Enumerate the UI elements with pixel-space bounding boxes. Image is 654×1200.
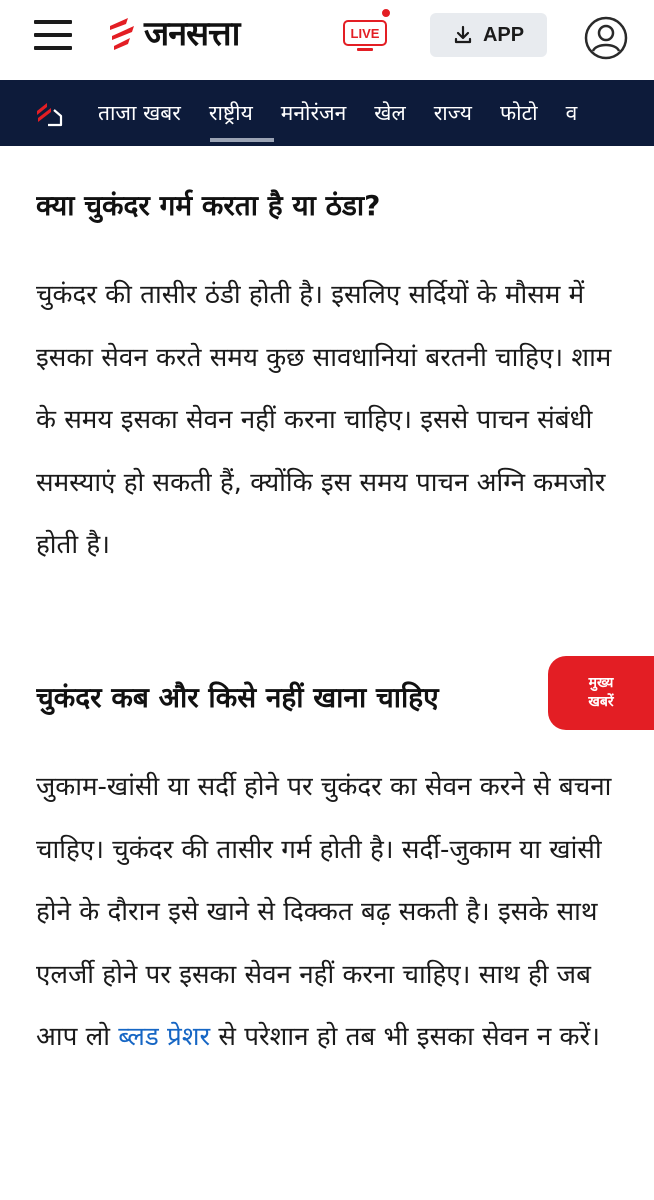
logo-mark-icon <box>106 14 140 54</box>
site-header <box>0 0 654 80</box>
live-indicator-dot <box>379 6 393 20</box>
nav-items <box>98 80 605 146</box>
hamburger-menu-icon[interactable] <box>34 20 72 50</box>
jansatta-logo[interactable] <box>106 12 239 56</box>
nav-item-latest[interactable]: ताजा खबर <box>98 101 181 125</box>
paragraph-2 <box>36 756 626 1069</box>
live-tv-icon <box>343 20 387 46</box>
top-news-floating-button[interactable] <box>548 656 654 730</box>
nav-item-more[interactable]: व <box>565 101 578 125</box>
home-icon[interactable] <box>34 98 64 128</box>
nav-item-states[interactable]: राज्य <box>433 101 472 125</box>
top-news-label-line2: खबरें <box>588 694 614 710</box>
nav-item-photos[interactable]: फोटो <box>499 101 538 125</box>
nav-active-indicator <box>210 138 274 142</box>
app-download-button[interactable] <box>430 13 547 57</box>
download-icon <box>453 25 473 45</box>
app-button-label: APP <box>482 23 525 46</box>
nav-item-sports[interactable]: खेल <box>374 101 406 125</box>
top-news-label-line1: मुख्य <box>588 675 614 691</box>
user-profile-icon[interactable] <box>584 16 628 60</box>
live-tv-button[interactable] <box>343 12 389 48</box>
section-heading-2: चुकंदर कब और किसे नहीं खाना चाहिए <box>36 681 439 714</box>
nav-item-national[interactable]: राष्ट्रीय <box>208 101 253 125</box>
nav-item-entertainment[interactable]: मनोरंजन <box>280 101 347 125</box>
category-nav-bar <box>0 80 654 146</box>
paragraph-1: चुकंदर की तासीर ठंडी होती है। इसलिए सर्दियों के मौसम में इसका सेवन करते समय कुछ सावधानियां बरतनी चाहिए। शाम के समय इसका सेवन नहीं करना चाहिए। इससे पाचन संबंधी समस्याएं हो सकती हैं, क्योंकि इस समय पाचन अग्नि कमजोर होती है। <box>36 280 612 560</box>
live-label: LIVE <box>350 25 380 41</box>
logo-text: जनसत्ता <box>144 14 240 54</box>
paragraph-2-text-before-link: जुकाम-खांसी या सर्दी होने पर चुकंदर का सेवन करने से बचना चाहिए। चुकंदर की तासीर गर्म होती है। सर्दी-जुकाम या खांसी होने के दौरान इसे खाने से दिक्कत बढ़ सकती है। इसके साथ एलर्जी होने पर इसका सेवन नहीं करना चाहिए। साथ ही जब आप लो <box>36 772 612 1052</box>
section-heading-1: क्या चुकंदर गर्म करता है या ठंडा? <box>36 189 381 222</box>
blood-pressure-link[interactable]: ब्लड प्रेशर <box>118 1022 211 1052</box>
paragraph-2-text-after-link: से परेशान हो तब भी इसका सेवन न करें। <box>210 1022 600 1052</box>
